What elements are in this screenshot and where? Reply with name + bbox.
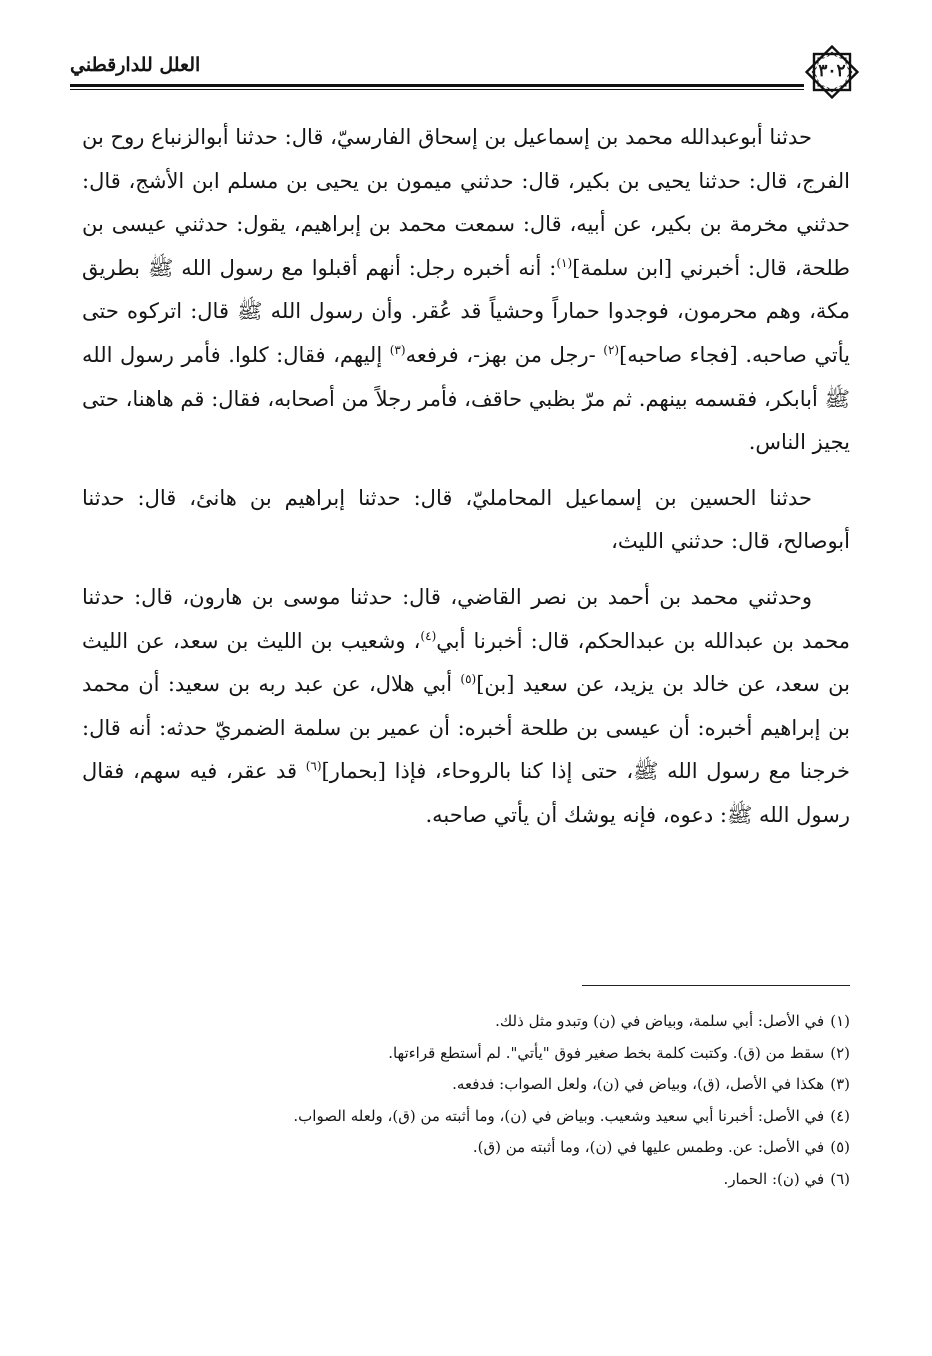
footnote-text: في الأصل: عن. وطمس عليها في (ن)، وما أثبته من (ق). [472, 1138, 825, 1156]
footnote-ref: (٥) [460, 672, 477, 687]
footnote-number: (١) [830, 1012, 850, 1030]
footnote-text: هكذا في الأصل، (ق)، وبياض في (ن)، ولعل الصواب: فدفعه. [452, 1075, 825, 1093]
footnote-ref: (٢) [603, 342, 620, 357]
paragraph [82, 477, 850, 564]
paragraph-text: حدثنا الحسين بن إسماعيل المحامليّ، قال: حدثنا إبراهيم بن هانئ، قال: حدثنا أبوصالح، قال: حدثني الليث، [82, 485, 850, 554]
footnote-text: في (ن): الحمار. [723, 1169, 825, 1188]
paragraph-text: وحدثني محمد بن أحمد بن نصر القاضي، قال: حدثنا موسى بن هارون، قال: حدثنا محمد بن عبدالله بن عبدالحكم، قال: أخبرنا أبي [82, 584, 850, 653]
footnote-number: (٦) [830, 1169, 850, 1188]
footnote-separator [582, 985, 850, 986]
paragraph-text: حدثنا أبوعبدالله محمد بن إسماعيل بن إسحاق الفارسيّ، قال: حدثنا أبوالزنباع روح بن الفرج، قال: حدثنا يحيى بن بكير، قال: حدثني ميمون بن يحيى بن مسلم ابن الأشج، قال: حدثني مخرمة بن بكير، عن أبيه، قال: سمعت محمد بن إبراهيم، يقول: حدثني عيسى بن طلحة، قال: أخبرني [ابن سلمة] [82, 125, 850, 280]
page-header [70, 44, 862, 100]
paragraph-text: أبي هلال، عن عبد ربه بن سعيد: أن محمد بن إبراهيم أخبره: أن عيسى بن طلحة أخبره: أن عمير بن سلمة الضمريّ حدثه: أنه قال: خرجنا مع رسول الله ﷺ، حتى إذا كنا بالروحاء، فإذا [بحمار] [82, 672, 851, 784]
footnote-number: (٣) [830, 1075, 850, 1093]
main-text [82, 116, 850, 838]
footnote [82, 1006, 850, 1038]
paragraph-text: إليهم، فقال: كلوا. فأمر رسول الله ﷺ أبابكر، فقسمه بينهم. ثم مرّ بظبي حاقف، فأمر رجلاً من أصحابه، فقال: قم هاهنا، حتى يجيز الناس. [82, 342, 850, 455]
footnote-number: (٢) [830, 1043, 850, 1062]
footnote-text: سقط من (ق). وكتبت كلمة بخط صغير فوق "يأتي". لم أستطع قراءتها. [388, 1043, 825, 1062]
paragraph [82, 576, 850, 838]
page-number: ٣٠٢ [818, 61, 846, 81]
footnote [82, 1069, 850, 1101]
footnote [82, 1164, 850, 1196]
paragraph-text: قد عقر، فيه سهم، فقال رسول الله ﷺ: دعوه، فإنه يوشك أن يأتي صاحبه. [82, 759, 850, 827]
footnote [82, 1132, 850, 1164]
footnote-text: في الأصل: أخبرنا أبي سعيد وشعيب. وبياض في (ن)، وما أثبته من (ق)، ولعله الصواب. [293, 1106, 825, 1125]
footnotes [82, 1006, 850, 1195]
page-number-badge [802, 42, 862, 102]
paragraph-text: : أنه أخبره رجل: أنهم أقبلوا مع رسول الله ﷺ بطريق مكة، وهم محرمون، فوجدوا حماراً وحشياً قد عُقر. وأن رسول الله ﷺ قال: اتركوه حتى يأتي صاحبه. [فجاء صاحبه] [82, 255, 850, 367]
header-rule [70, 84, 804, 87]
paragraph [82, 116, 850, 465]
footnote-number: (٥) [830, 1138, 850, 1156]
paragraph-text: -رجل من بهز-، فرفعه [405, 342, 604, 367]
footnote-ref: (٦) [305, 759, 322, 774]
footnote [82, 1101, 850, 1133]
footnote-text: في الأصل: أبي سلمة، وبياض في (ن) وتبدو مثل ذلك. [495, 1012, 825, 1030]
paragraph-text: ، وشعيب بن الليث بن سعد، عن الليث بن سعد، عن خالد بن يزيد، عن سعيد [بن] [82, 628, 850, 697]
footnote-ref: (١) [556, 255, 573, 270]
footnote-number: (٤) [830, 1106, 850, 1125]
footnote-ref: (٤) [420, 628, 437, 643]
footnote-ref: (٣) [389, 342, 406, 357]
header-rule-thin [70, 89, 804, 90]
book-title: العلل للدارقطني [70, 54, 201, 76]
footnote [82, 1038, 850, 1070]
